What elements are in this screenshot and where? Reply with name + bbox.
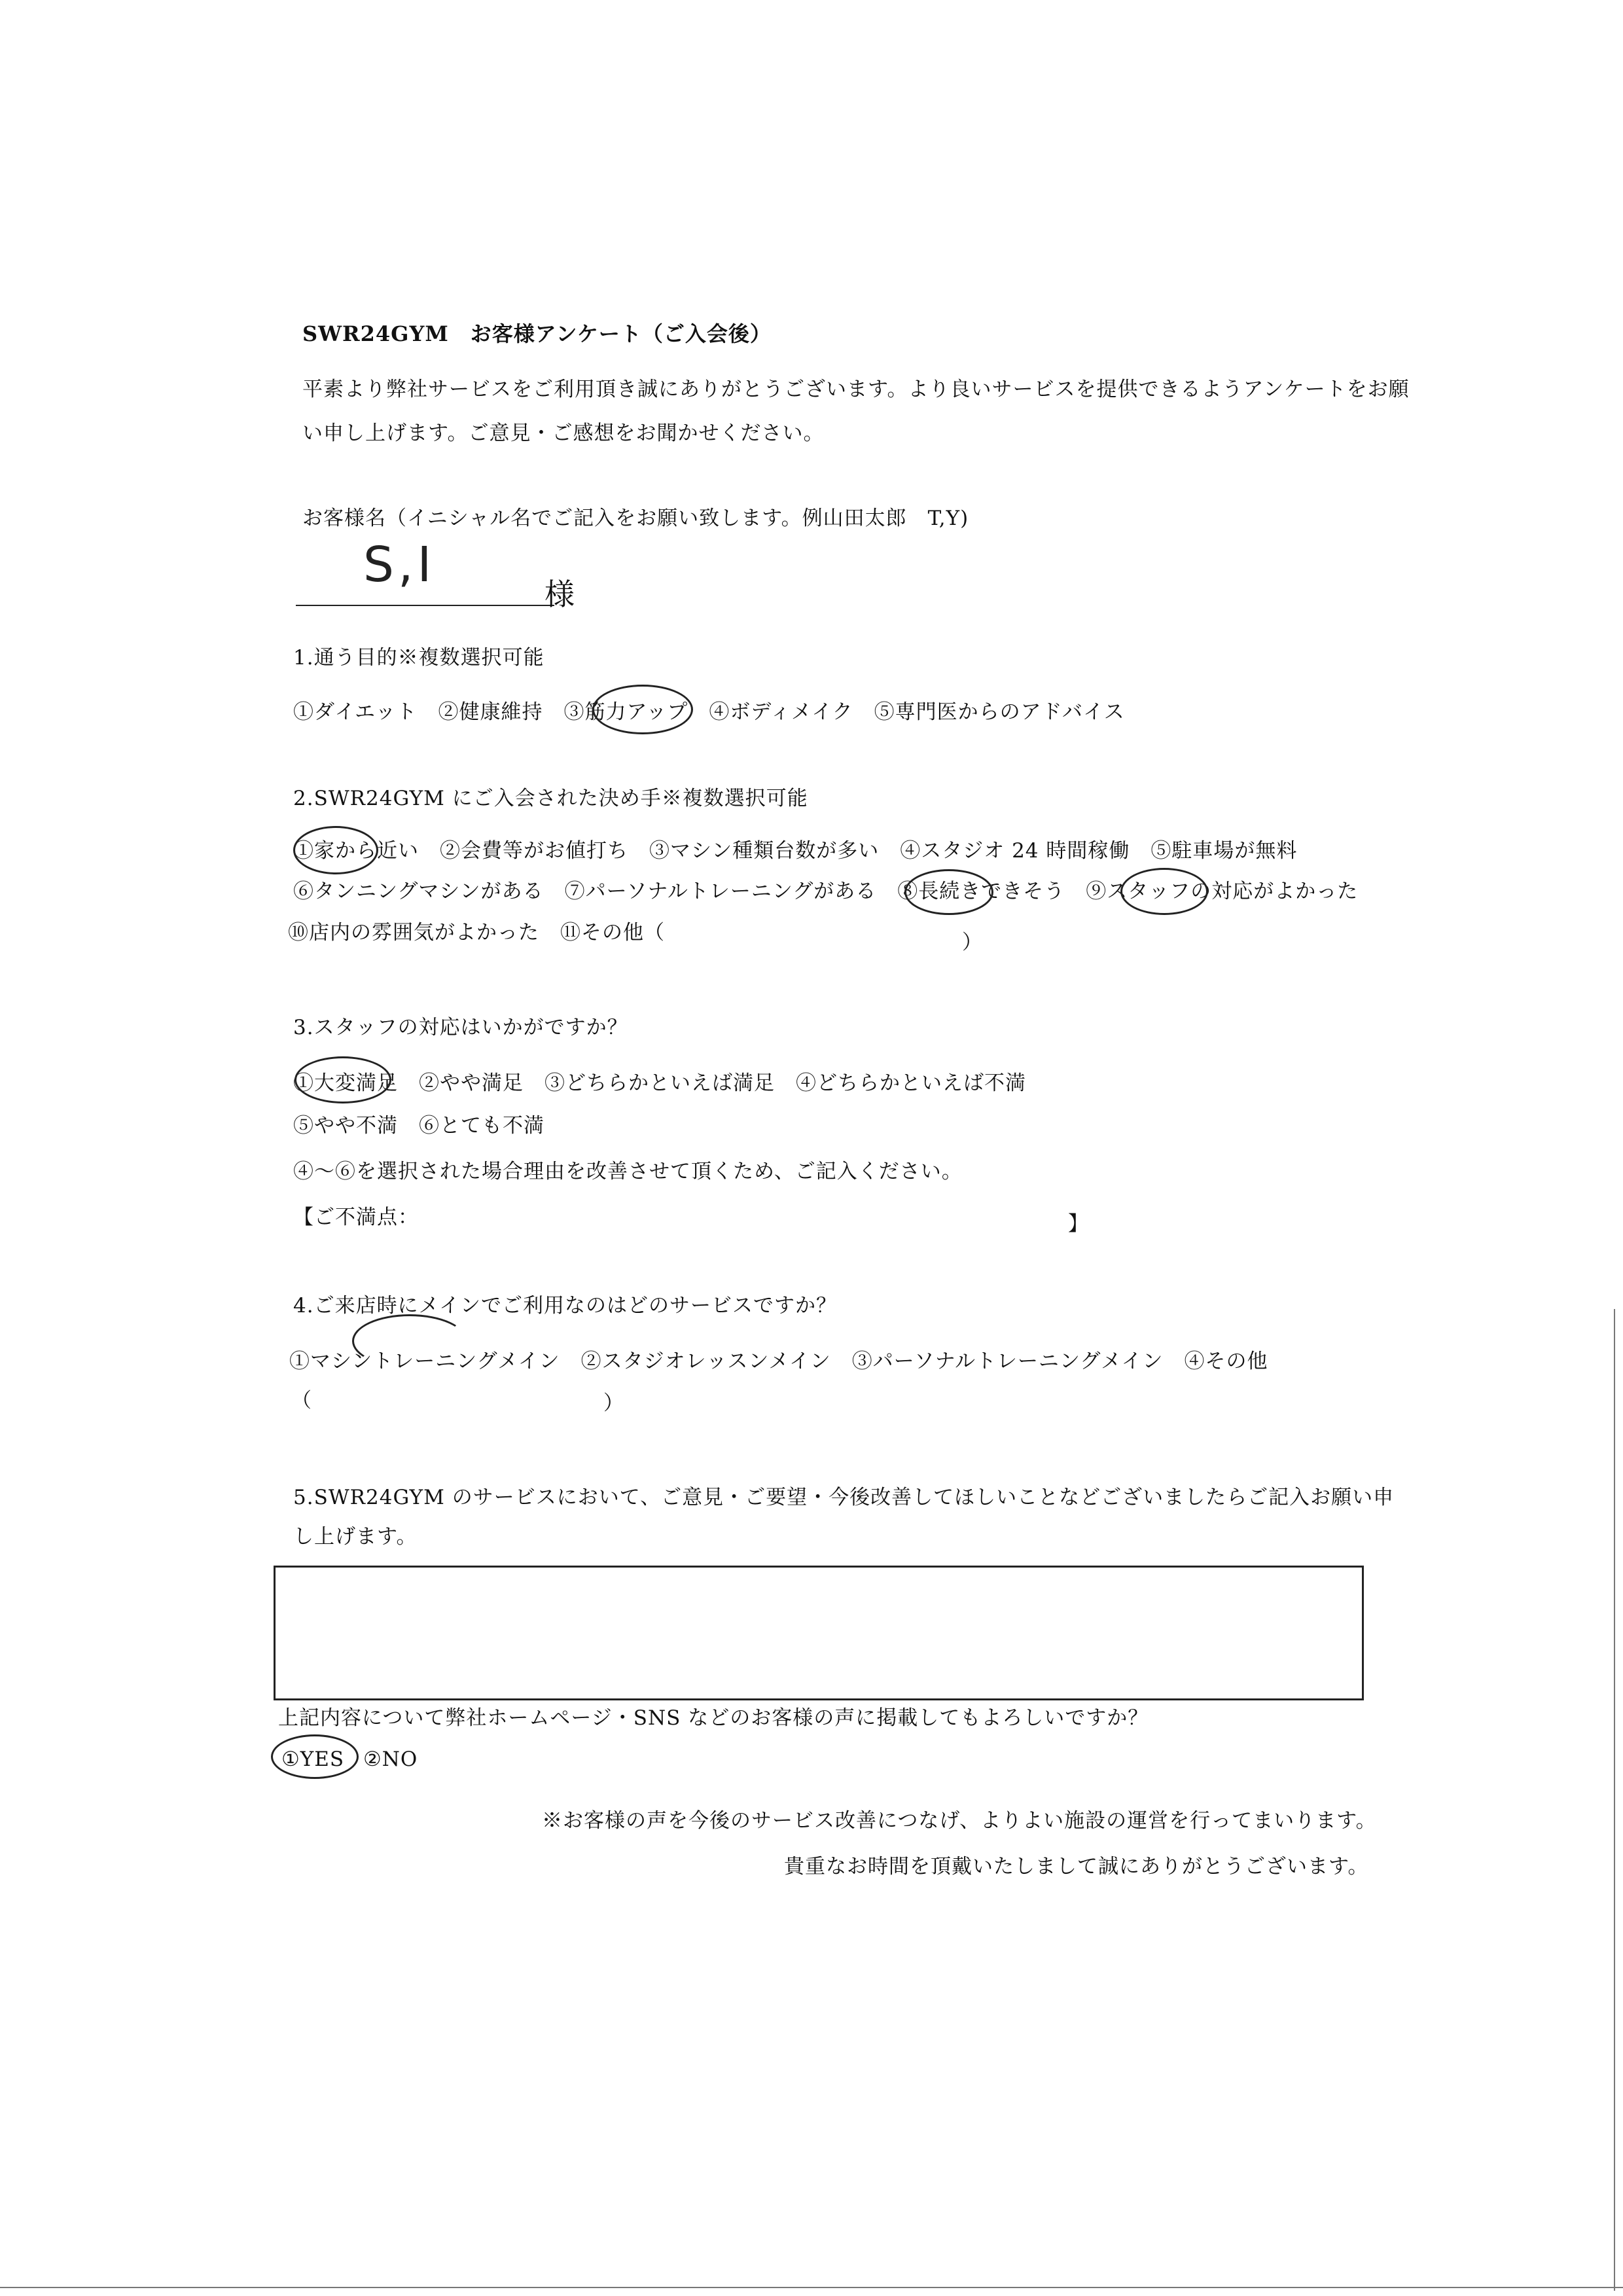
q2-selection-mark-9 [1120,868,1208,915]
scan-edge-bottom [0,2287,1623,2288]
q2-other-close-paren: ） [962,931,983,954]
q3-instruction: ④～⑥を選択された場合理由を改善させて頂くため、ご記入ください。 [293,1160,963,1183]
scan-edge-right [1614,1309,1615,2291]
q4-title: 4.ご来店時にメインでご利用なのはどのサービスですか？ [293,1294,837,1318]
customer-name-underline [296,605,554,606]
q3-title: 3.スタッフの対応はいかがですか？ [293,1016,628,1039]
q5-answer-box[interactable] [274,1566,1364,1700]
q4-other-open-paren: （ [291,1389,312,1412]
q4-other-close-paren: ） [603,1391,624,1415]
q3-selection-mark [294,1056,391,1103]
q3-complaint-label: 【ご不満点： [293,1206,419,1229]
consent-selection-mark [271,1734,359,1779]
intro-line-1: 平素より弊社サービスをご利用頂き誠にありがとうございます。より良いサービスを提供できるようアンケートをお願 [302,378,1410,401]
q3-options-line-1[interactable]: ①大変満足 ②やや満足 ③どちらかといえば満足 ④どちらかといえば不満 [293,1071,1026,1095]
consent-question: 上記内容について弊社ホームページ・SNS などのお客様の声に掲載してもよろしいですか？ [278,1706,1149,1730]
consent-no-option[interactable]: ②NO [363,1748,418,1771]
q2-selection-mark-8 [904,869,993,915]
q2-selection-mark-1 [293,826,378,874]
q5-title-line-2: し上げます。 [293,1525,418,1549]
q3-complaint-close: 】 [1068,1212,1089,1236]
q4-options[interactable]: ①マシントレーニングメイン ②スタジオレッスンメイン ③パーソナルトレーニングメイン ④その他 [289,1350,1268,1373]
q2-options-line-1[interactable]: ①家から近い ②会費等がお値打ち ③マシン種類台数が多い ④スタジオ 24 時間稼働 ⑤駐車場が無料 [293,839,1298,863]
q1-selection-mark [592,685,693,734]
customer-name-label: お客様名（イニシャル名でご記入をお願い致します。例山田太郎 T,Y) [302,507,969,530]
consent-yes-option[interactable]: ①YES [281,1748,345,1771]
q1-title: 1.通う目的※複数選択可能 [293,646,544,670]
customer-name-suffix: 様 [544,577,575,612]
q4-selection-mark [352,1314,467,1368]
customer-name-value[interactable]: S,I [363,537,436,593]
q5-title-line-1: 5.SWR24GYM のサービスにおいて、ご意見・ご要望・今後改善してほしいことなどございましたらご記入お願い申 [293,1486,1395,1509]
survey-title: SWR24GYM お客様アンケート（ご入会後） [302,321,772,346]
q1-options[interactable]: ①ダイエット ②健康維持 ③筋力アップ ④ボディメイク ⑤専門医からのアドバイス [293,700,1125,724]
q2-title: 2.SWR24GYM にご入会された決め手※複数選択可能 [293,787,808,810]
intro-line-2: い申し上げます。ご意見・ご感想をお聞かせください。 [302,422,825,445]
q2-options-line-2[interactable]: ⑥タンニングマシンがある ⑦パーソナルトレーニングがある ⑧長続きできそう ⑨スタッフの対応がよかった [293,880,1359,903]
q2-options-line-3[interactable]: ⑩店内の雰囲気がよかった ⑪その他（ [288,921,665,944]
footer-thanks: 貴重なお時間を頂戴いたしまして誠にありがとうございます。 [784,1855,1369,1878]
q3-options-line-2[interactable]: ⑤やや不満 ⑥とても不満 [293,1114,544,1138]
footer-note: ※お客様の声を今後のサービス改善につなげ、よりよい施設の運営を行ってまいります。 [542,1809,1377,1833]
